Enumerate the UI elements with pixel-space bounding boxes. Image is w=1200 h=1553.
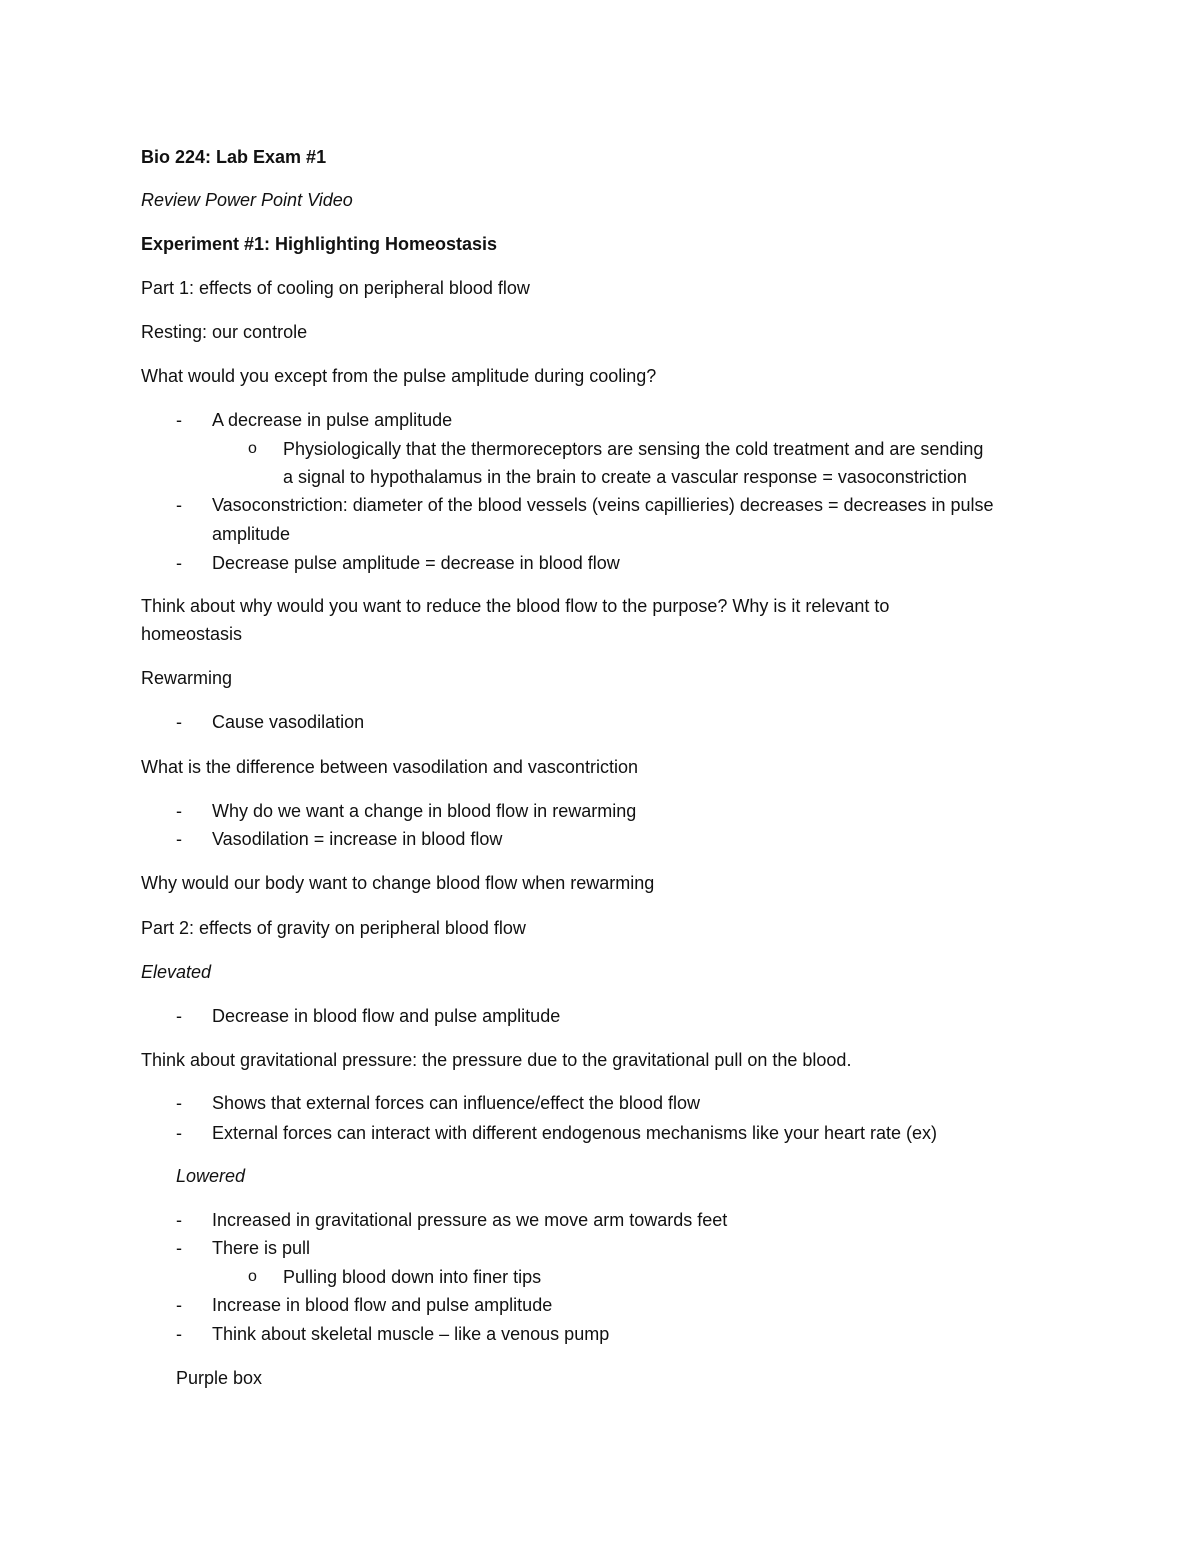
- sub-bullet-marker: o: [248, 440, 257, 457]
- bullet-dash: -: [176, 1295, 182, 1315]
- bullet-vasoconstriction-line2: amplitude: [212, 524, 291, 544]
- bullet-vasodilation-increase: Vasodilation = increase in blood flow: [212, 829, 503, 849]
- think-reduce-line1: Think about why would you want to reduce the blood flow to the purpose? Why is it relevant to: [141, 596, 890, 616]
- document-subtitle: Review Power Point Video: [141, 190, 353, 210]
- purple-box-heading: Purple box: [176, 1368, 263, 1388]
- bullet-dash: -: [176, 1324, 182, 1344]
- experiment-heading: Experiment #1: Highlighting Homeostasis: [141, 234, 498, 254]
- think-gravitational: Think about gravitational pressure: the pressure due to the gravitational pull on the blood.: [141, 1050, 852, 1070]
- bullet-there-is-pull: There is pull: [212, 1238, 311, 1258]
- bullet-dash: -: [176, 801, 182, 821]
- bullet-skeletal-muscle: Think about skeletal muscle – like a venous pump: [212, 1324, 610, 1344]
- rewarming-heading: Rewarming: [141, 668, 233, 688]
- bullet-elevated-decrease: Decrease in blood flow and pulse amplitude: [212, 1006, 561, 1026]
- bullet-dash: -: [176, 829, 182, 849]
- elevated-heading: Elevated: [141, 962, 212, 982]
- question-cooling: What would you except from the pulse amplitude during cooling?: [141, 366, 657, 386]
- sub-bullet-marker: o: [248, 1268, 257, 1285]
- sub-bullet-thermoreceptors-line2: a signal to hypothalamus in the brain to create a vascular response = vasoconstriction: [283, 467, 967, 487]
- part1-heading: Part 1: effects of cooling on peripheral blood flow: [141, 278, 530, 298]
- bullet-dash: -: [176, 1006, 182, 1026]
- sub-bullet-pulling-blood: Pulling blood down into finer tips: [283, 1267, 542, 1287]
- bullet-external-forces-interact: External forces can interact with different endogenous mechanisms like your heart rate (ex): [212, 1123, 938, 1143]
- bullet-vasoconstriction-line1: Vasoconstriction: diameter of the blood vessels (veins capillieries) decreases = decreases in pulse: [212, 495, 994, 515]
- bullet-dash: -: [176, 495, 182, 515]
- part2-heading: Part 2: effects of gravity on peripheral blood flow: [141, 918, 526, 938]
- bullet-increase-blood-flow: Increase in blood flow and pulse amplitude: [212, 1295, 553, 1315]
- bullet-dash: -: [176, 1238, 182, 1258]
- question-body: Why would our body want to change blood flow when rewarming: [141, 873, 655, 893]
- bullet-dash: -: [176, 1210, 182, 1230]
- bullet-decrease-blood-flow: Decrease pulse amplitude = decrease in blood flow: [212, 553, 620, 573]
- bullet-dash: -: [176, 553, 182, 573]
- bullet-increased-gravitational: Increased in gravitational pressure as we move arm towards feet: [212, 1210, 728, 1230]
- bullet-dash: -: [176, 1123, 182, 1143]
- bullet-decrease-pulse: A decrease in pulse amplitude: [212, 410, 453, 430]
- lowered-heading: Lowered: [176, 1166, 246, 1186]
- bullet-external-forces-influence: Shows that external forces can influence/effect the blood flow: [212, 1093, 700, 1113]
- question-difference: What is the difference between vasodilation and vascontriction: [141, 757, 638, 777]
- bullet-why-change: Why do we want a change in blood flow in rewarming: [212, 801, 637, 821]
- sub-bullet-thermoreceptors-line1: Physiologically that the thermoreceptors are sensing the cold treatment and are sending: [283, 439, 984, 459]
- document-title: Bio 224: Lab Exam #1: [141, 147, 327, 167]
- bullet-vasodilation: Cause vasodilation: [212, 712, 365, 732]
- bullet-dash: -: [176, 1093, 182, 1113]
- bullet-dash: -: [176, 410, 182, 430]
- resting-line: Resting: our controle: [141, 322, 308, 342]
- think-reduce-line2: homeostasis: [141, 624, 243, 644]
- bullet-dash: -: [176, 712, 182, 732]
